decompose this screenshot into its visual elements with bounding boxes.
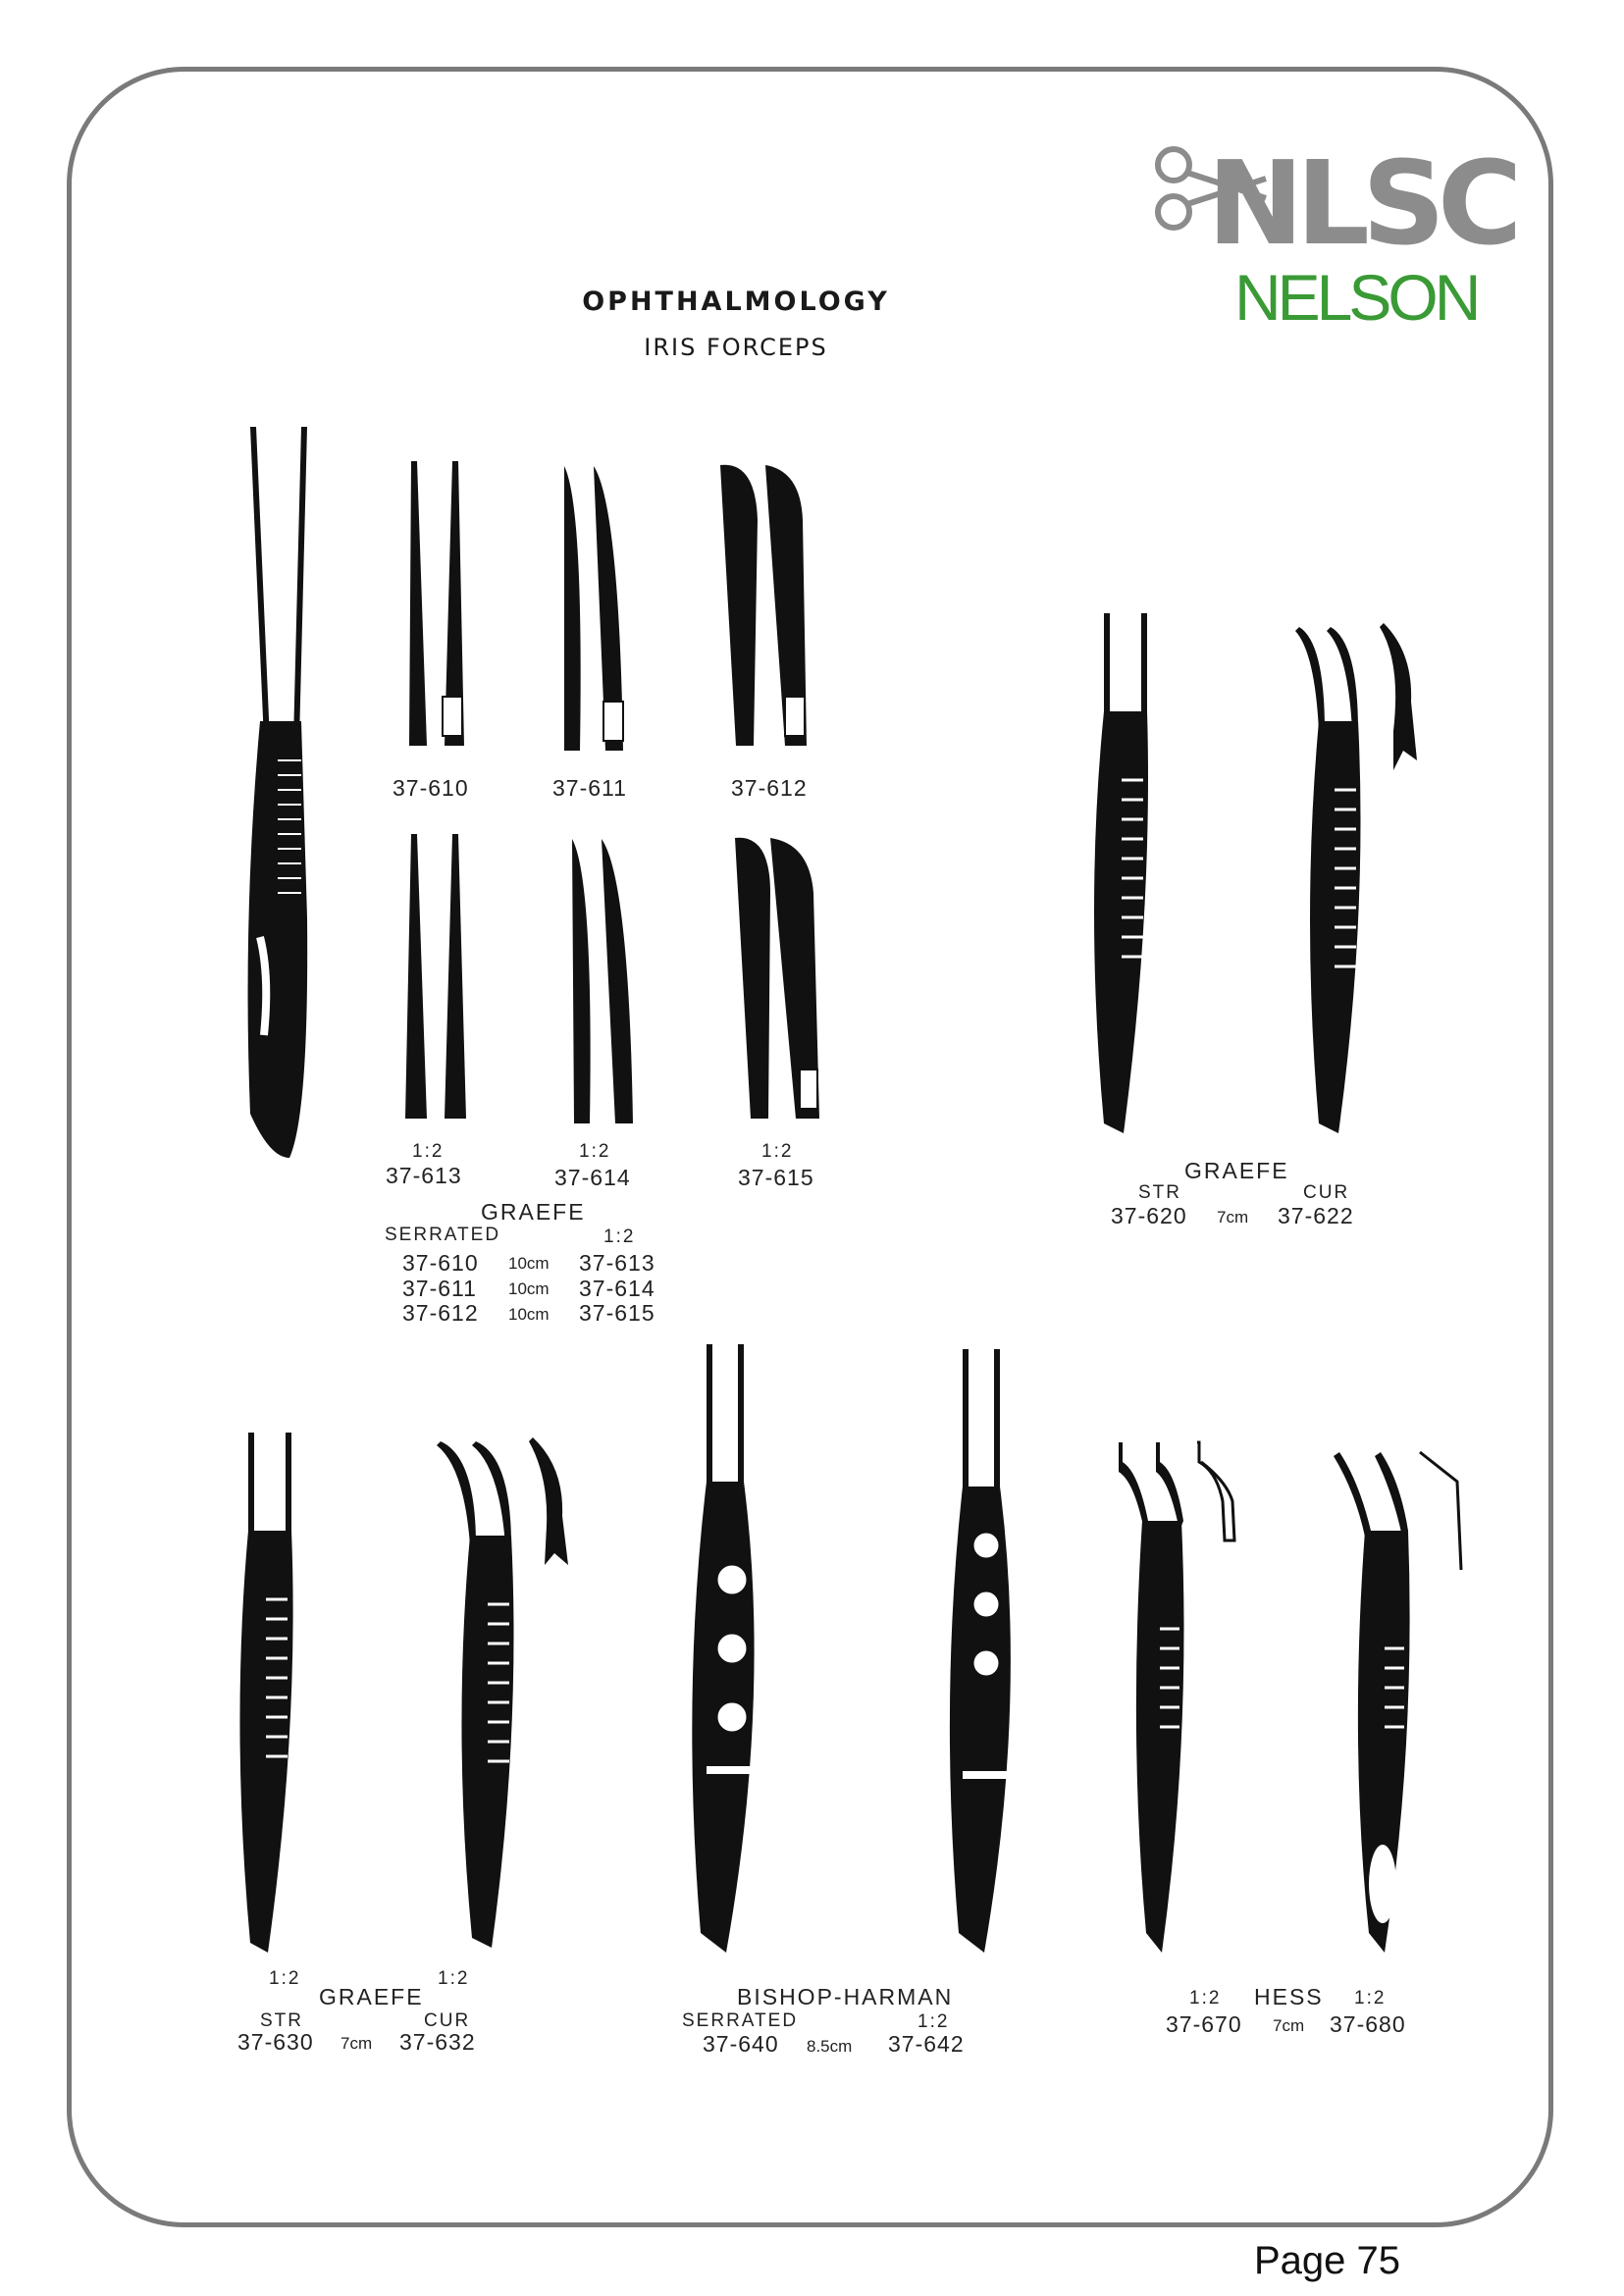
logo-mark: NLSC (1207, 135, 1515, 271)
ratio-37-615: 1:2 (761, 1141, 794, 1162)
logo-brand-name: NELSON (1234, 261, 1478, 334)
group-name-graefe-bottom: GRAEFE (319, 1984, 424, 2009)
legend-row-2-a: 37-611 (402, 1276, 477, 1301)
ratio-37-613: 1:2 (412, 1141, 445, 1162)
legend-row-3-size: 10cm (508, 1305, 550, 1324)
code-37-642: 37-642 (888, 2031, 965, 2057)
code-37-680: 37-680 (1330, 2011, 1406, 2037)
code-37-610: 37-610 (393, 775, 469, 801)
code-37-670: 37-670 (1166, 2011, 1242, 2037)
forceps-illustration-37-620 (1084, 613, 1173, 1133)
nelson-logo (1148, 128, 1515, 334)
label-cur-right: CUR (1303, 1182, 1350, 1203)
group-name-bishop-harman: BISHOP-HARMAN (737, 1984, 954, 2009)
legend-row-2-b: 37-614 (579, 1276, 655, 1301)
legend-row-1-b: 37-613 (579, 1250, 655, 1276)
page-number: Page 75 (1254, 2239, 1401, 2282)
label-serrated-bishop: SERRATED (682, 2010, 799, 2031)
forceps-illustration-37-614 (564, 839, 643, 1133)
legend-row-1-a: 37-610 (402, 1250, 479, 1276)
forceps-illustration-37-613 (397, 834, 476, 1128)
forceps-illustration-37-680 (1330, 1452, 1477, 1953)
forceps-illustration-37-610 (397, 461, 476, 756)
size-hess: 7cm (1273, 2016, 1305, 2035)
forceps-illustration-37-630 (231, 1433, 319, 1953)
label-str-bottom: STR (260, 2010, 303, 2031)
legend-row-3-a: 37-612 (402, 1300, 479, 1326)
group-name-graefe: GRAEFE (481, 1199, 586, 1225)
forceps-illustration-37-622 (1295, 623, 1433, 1133)
code-37-622: 37-622 (1278, 1203, 1354, 1228)
code-37-615: 37-615 (738, 1165, 814, 1190)
forceps-illustration-37-612 (716, 461, 814, 756)
ratio-37-670: 1:2 (1189, 1988, 1222, 2009)
legend-row-3-b: 37-615 (579, 1300, 655, 1326)
group-name-graefe-right: GRAEFE (1184, 1158, 1289, 1183)
forceps-illustration-37-640 (677, 1344, 785, 1953)
col-serrated: SERRATED (385, 1225, 501, 1245)
forceps-illustration-large (231, 427, 329, 1163)
code-37-630: 37-630 (237, 2029, 314, 2055)
ratio-37-632: 1:2 (438, 1968, 470, 1989)
ratio-37-680: 1:2 (1354, 1988, 1387, 2009)
page-title: OPHTHALMOLOGY (582, 287, 890, 317)
label-str-right: STR (1138, 1182, 1181, 1203)
size-graefe-right: 7cm (1217, 1208, 1249, 1226)
page-subtitle: IRIS FORCEPS (644, 334, 828, 361)
code-37-614: 37-614 (554, 1165, 631, 1190)
col-ratio: 1:2 (603, 1226, 636, 1247)
legend-row-2-size: 10cm (508, 1279, 550, 1298)
label-cur-bottom: CUR (424, 2010, 471, 2031)
group-name-hess: HESS (1254, 1984, 1324, 2009)
code-37-612: 37-612 (731, 775, 808, 801)
forceps-illustration-37-642 (937, 1349, 1045, 1953)
forceps-illustration-37-611 (554, 466, 633, 760)
code-37-640: 37-640 (703, 2031, 779, 2057)
code-37-620: 37-620 (1111, 1203, 1187, 1228)
ratio-37-630: 1:2 (269, 1968, 301, 1989)
forceps-illustration-37-632 (437, 1437, 594, 1948)
code-37-613: 37-613 (386, 1163, 462, 1188)
forceps-illustration-37-615 (731, 834, 829, 1128)
forceps-illustration-37-670 (1109, 1442, 1256, 1953)
ratio-37-614: 1:2 (579, 1141, 611, 1162)
code-37-632: 37-632 (399, 2029, 476, 2055)
ratio-bishop: 1:2 (917, 2011, 950, 2032)
legend-row-1-size: 10cm (508, 1254, 550, 1273)
size-bishop: 8.5cm (807, 2037, 853, 2056)
code-37-611: 37-611 (552, 775, 627, 801)
size-graefe-bottom: 7cm (341, 2034, 373, 2053)
